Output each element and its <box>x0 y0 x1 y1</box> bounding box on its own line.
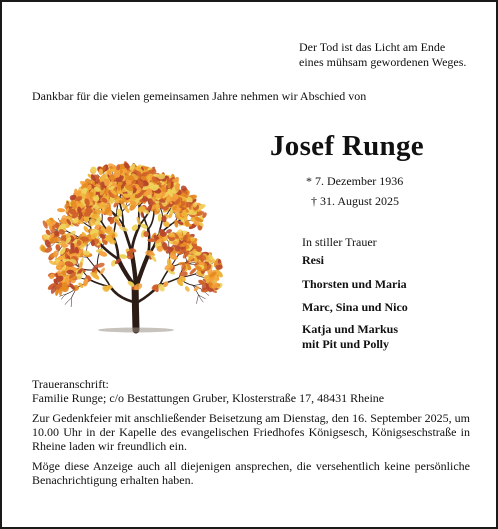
mourners-block <box>302 235 408 352</box>
death-date: † 31. August 2025 <box>311 194 400 208</box>
address-label: Traueranschrift: <box>32 377 109 391</box>
mourner-group: Thorsten und Maria <box>302 277 407 291</box>
leaf <box>57 208 66 213</box>
service-text: Zur Gedenkfeier mit anschließender Beisetzung am Dienstag, den 16. September 2025, um 10.00 Uhr in der Kapelle des evangelischen Friedhofes Königsesch, Königseschstraße in Rheine laden wir freundlich ein. <box>32 411 470 453</box>
birth-date: * 7. Dezember 1936 <box>306 174 404 188</box>
closing-text: Möge diese Anzeige auch all diejenigen ansprechen, die versehentlich keine persönliche Benachrichtigung erhalten haben. <box>32 459 470 487</box>
leaf <box>184 285 191 292</box>
leaf <box>157 213 162 222</box>
mourner-group: mit Pit und Polly <box>302 337 390 351</box>
epigraph-quote <box>299 40 466 70</box>
quote-line-1: Der Tod ist das Licht am Ende <box>299 40 446 54</box>
autumn-tree-illustration <box>32 142 244 334</box>
address-value: Familie Runge; c/o Bestattungen Gruber, Klosterstraße 17, 48431 Rheine <box>32 391 385 405</box>
mourners-heading: In stiller Trauer <box>302 235 377 249</box>
ground-shadow <box>98 328 174 333</box>
mourner-group: Resi <box>302 253 324 267</box>
intro-text: Dankbar für die vielen gemeinsamen Jahre nehmen wir Abschied von <box>32 89 367 103</box>
mourner-group: Marc, Sina und Nico <box>302 300 408 314</box>
tree-leaves <box>38 160 224 296</box>
mourner-group: Katja und Markus <box>302 322 399 336</box>
deceased-name: Josef Runge <box>270 130 424 162</box>
leaf <box>91 214 100 219</box>
quote-line-2: eines mühsam gewordenen Weges. <box>299 55 467 69</box>
notice-details <box>32 377 470 493</box>
leaf <box>70 243 74 251</box>
